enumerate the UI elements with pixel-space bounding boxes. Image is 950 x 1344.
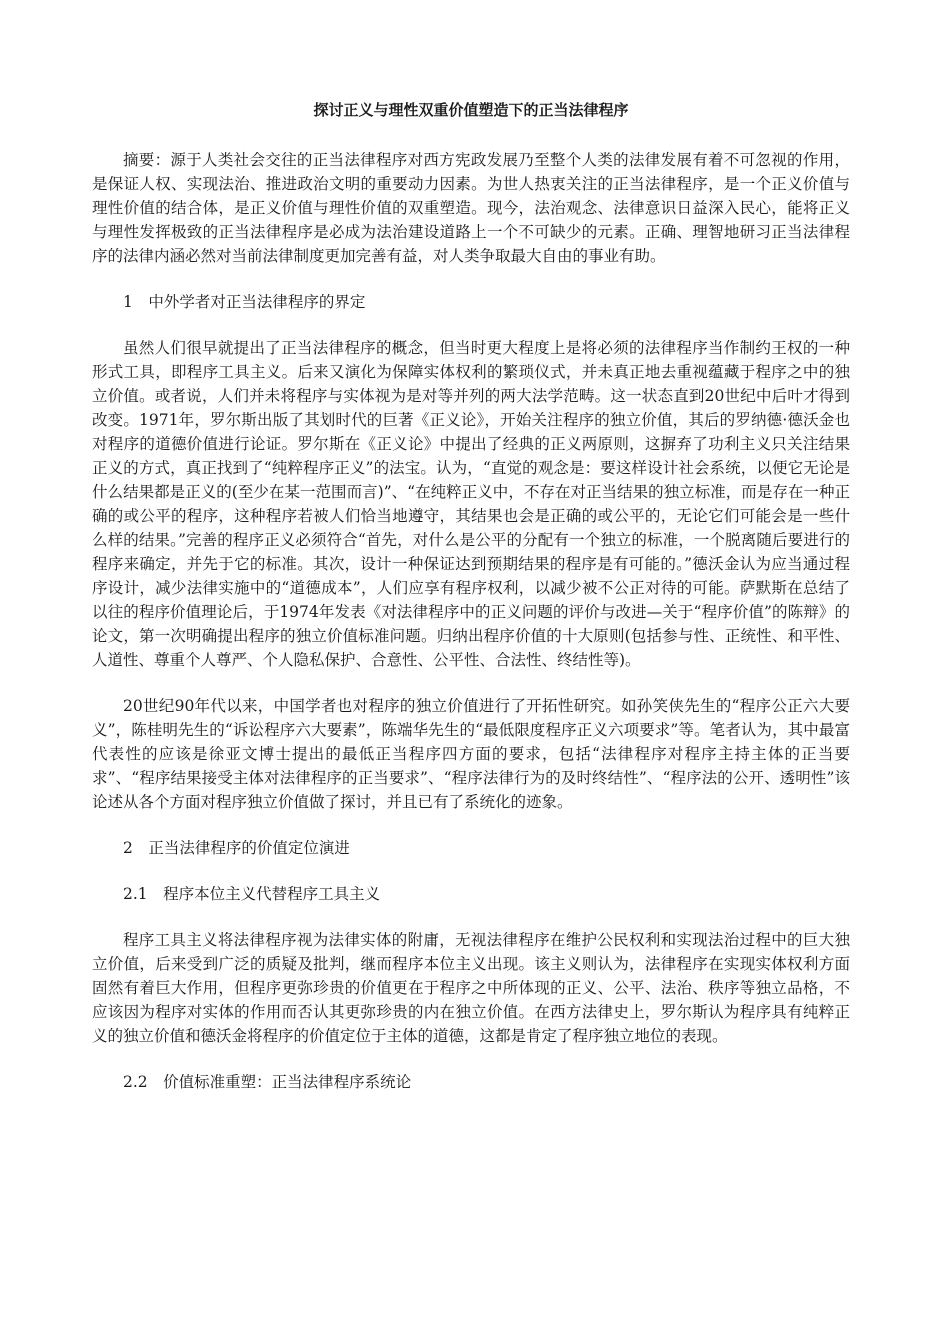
section-2-2-heading: 2.2 价值标准重塑：正当法律程序系统论 <box>123 1073 412 1091</box>
document-body <box>92 98 850 1116</box>
abstract-paragraph: 摘要：源于人类社会交往的正当法律程序对西方宪政发展乃至整个人类的法律发展有着不可忽视的作用，是保证人权、实现法治、推进政治文明的重要动力因素。为世人热衷关注的正当法律程序，是一个正义价值与理性价值的结合体，是正义价值与理性价值的双重塑造。现今，法治观念、法律意识日益深入民心，能将正义与理性发挥极致的正当法律程序是必成为法治建设道路上一个不可缺少的元素。正确、理智地研习正当法律程序的法律内涵必然对当前法律制度更加完善有益，对人类争取最大自由的事业有助。 <box>92 151 850 265</box>
document-title: 探讨正义与理性双重价值塑造下的正当法律程序 <box>313 101 629 119</box>
section-2-heading: 2 正当法律程序的价值定位演进 <box>123 839 350 857</box>
section-1-paragraph-1: 虽然人们很早就提出了正当法律程序的概念，但当时更大程度上是将必须的法律程序当作制约王权的一种形式工具，即程序工具主义。后来又演化为保障实体权利的繁琐仪式，并未真正地去重视蕴藏于程序之中的独立价值。或者说，人们并未将程序与实体视为是对等并列的两大法学范畴。这一状态直到20世纪中后叶才得到改变。1971年，罗尔斯出版了其划时代的巨著《正义论》，开始关注程序的独立价值，其后的罗纳德·德沃金也对程序的道德价值进行论证。罗尔斯在《正义论》中提出了经典的正义两原则，这摒弃了功利主义只关注结果正义的方式，真正找到了“纯粹程序正义”的法宝。认为，“直觉的观念是：要这样设计社会系统，以便它无论是什么结果都是正义的(至少在某一范围而言)”、“在纯粹正义中，不存在对正当结果的独立标准，而是存在一种正确的或公平的程序，这种程序若被人们恰当地遵守，其结果也会是正确的或公平的，无论它们可能会是一些什么样的结果。”完善的程序正义必须符合“首先，对什么是公平的分配有一个独立的标准，一个脱离随后要进行的程序来确定，并先于它的标准。其次，设计一种保证达到预期结果的程序是有可能的。”德沃金认为应当通过程序设计，减少法律实施中的“道德成本”，人们应享有程序权利，以减少被不公正对待的可能。萨默斯在总结了以往的程序价值理论后，于1974年发表《对法律程序中的正义问题的评价与改进—关于“程序价值”的陈辩》的论文，第一次明确提出程序的独立价值标准问题。归纳出程序价值的十大原则(包括参与性、正统性、和平性、人道性、尊重个人尊严、个人隐私保护、合意性、公平性、合法性、终结性等)。 <box>92 339 850 669</box>
section-2-1-heading: 2.1 程序本位主义代替程序工具主义 <box>123 885 381 903</box>
section-1-heading: 1 中外学者对正当法律程序的界定 <box>123 293 366 311</box>
section-1-paragraph-2: 20世纪90年代以来，中国学者也对程序的独立价值进行了开拓性研究。如孙笑侠先生的“程序公正六大要义”，陈桂明先生的“诉讼程序六大要素”，陈端华先生的“最低限度程序正义六项要求”等。笔者认为，其中最富代表性的应该是徐亚文博士提出的最低正当程序四方面的要求，包括“法律程序对程序主持主体的正当要求”、“程序结果接受主体对法律程序的正当要求”、“程序法律行为的及时终结性”、“程序法的公开、透明性”该论述从各个方面对程序独立价值做了探讨，并且已有了系统化的迹象。 <box>92 697 850 811</box>
section-2-1-paragraph: 程序工具主义将法律程序视为法律实体的附庸，无视法律程序在维护公民权利和实现法治过程中的巨大独立价值，后来受到广泛的质疑及批判，继而程序本位主义出现。该主义则认为，法律程序在实现实体权利方面固然有着巨大作用，但程序更弥珍贵的价值更在于程序之中所体现的正义、公平、法治、秩序等独立品格，不应该因为程序对实体的作用而否认其更弥珍贵的内在独立价值。在西方法律史上，罗尔斯认为程序具有纯粹正义的独立价值和德沃金将程序的价值定位于主体的道德，这都是肯定了程序独立地位的表现。 <box>92 931 850 1045</box>
